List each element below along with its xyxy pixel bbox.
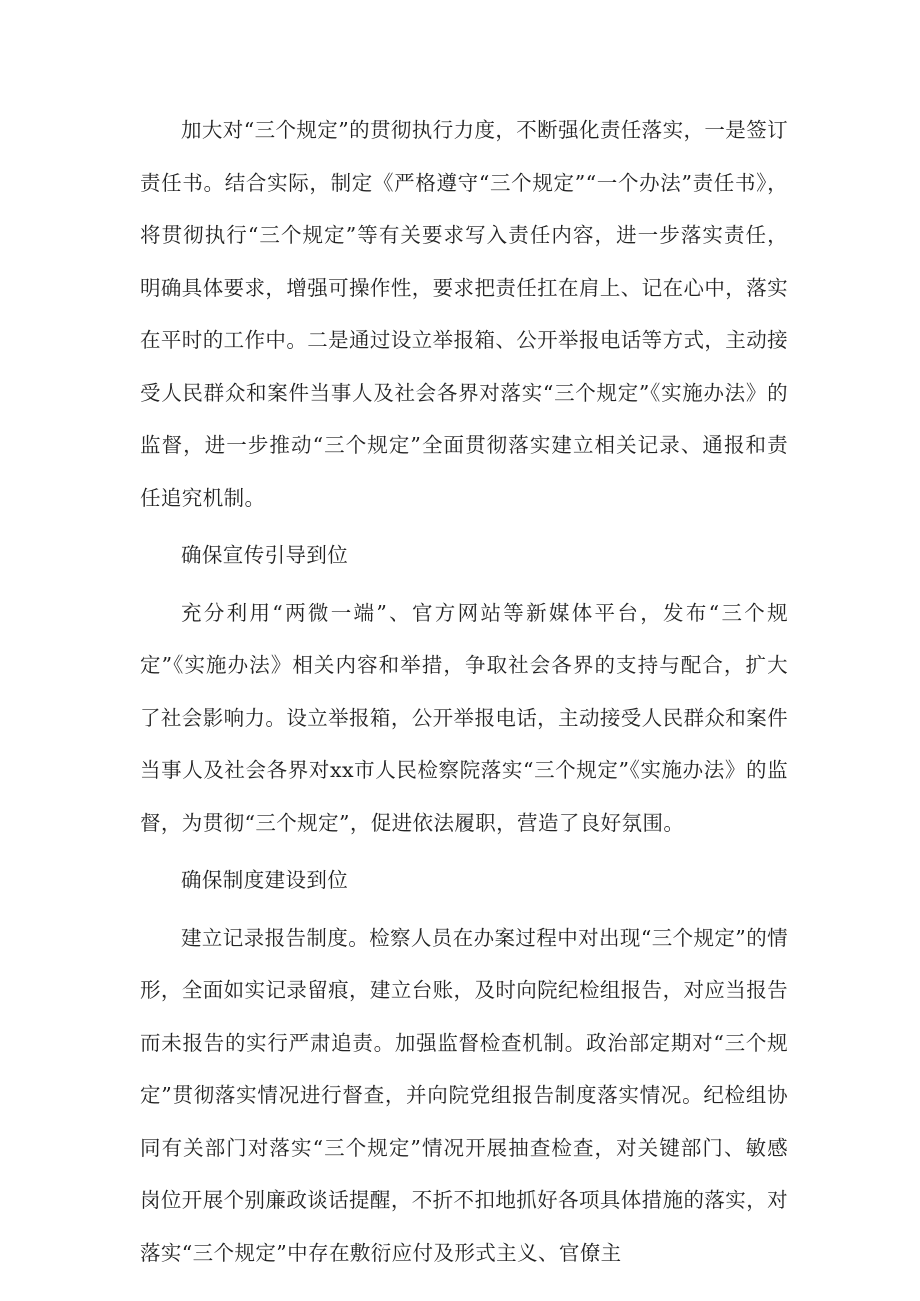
paragraph-responsibility: 加大对“三个规定”的贯彻执行力度，不断强化责任落实，一是签订责任书。结合实际，制定《严格遵守“三个规定”“一个办法”责任书》，将贯彻执行“三个规定”等有关要求写入责任内容，进一步落实责任，明确具体要求，增强可操作性，要求把责任扛在肩上、记在心中，落实在平时的工作中。二是通过设立举报箱、公开举报电话等方式，主动接受人民群众和案件当事人及社会各界对落实“三个规定”《实施办法》的监督，进一步推动“三个规定”全面贯彻落实建立相关记录、通报和责任追究机制。 — [140, 118, 788, 510]
section-heading-system: 确保制度建设到位 — [181, 868, 349, 892]
paragraph-publicity: 充分利用“两微一端”、官方网站等新媒体平台，发布“三个规定”《实施办法》相关内容和举措，争取社会各界的支持与配合，扩大了社会影响力。设立举报箱，公开举报电话，主动接受人民群众和案件当事人及社会各界对xx市人民检察院落实“三个规定”《实施办法》的监督，为贯彻“三个规定”，促进依法履职，营造了良好氛围。 — [140, 600, 788, 835]
section-heading-publicity: 确保宣传引导到位 — [181, 543, 349, 567]
paragraph-system: 建立记录报告制度。检察人员在办案过程中对出现“三个规定”的情形，全面如实记录留痕，建立台账，及时向院纪检组报告，对应当报告而未报告的实行严肃追责。加强监督检查机制。政治部定期对“三个规定”贯彻落实情况进行督查，并向院党组报告制度落实情况。纪检组协同有关部门对落实“三个规定”情况开展抽查检查，对关键部门、敏感岗位开展个别廉政谈话提醒，不折不扣地抓好各项具体措施的落实，对落实“三个规定”中存在敷衍应付及形式主义、官僚主 — [140, 925, 788, 1265]
document-page — [140, 104, 788, 1279]
